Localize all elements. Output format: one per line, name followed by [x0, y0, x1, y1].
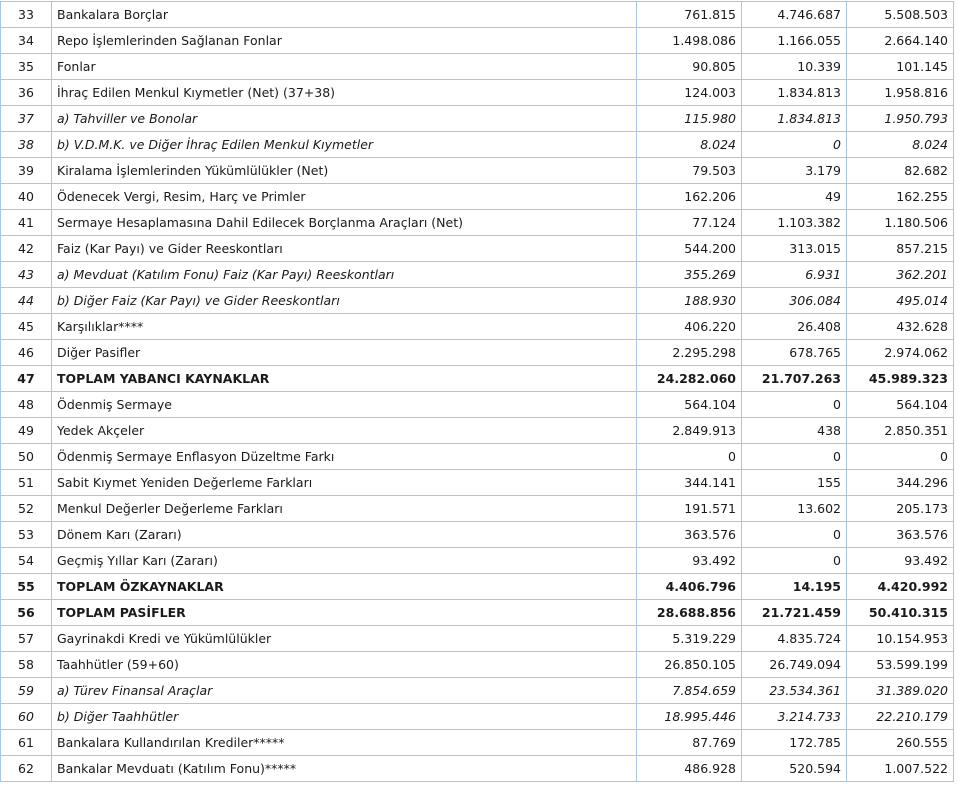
row-number-cell: 40	[1, 184, 52, 210]
row-number-cell: 48	[1, 392, 52, 418]
value-col1-cell: 344.141	[637, 470, 742, 496]
row-number-cell: 47	[1, 366, 52, 392]
value-col3-cell: 2.664.140	[847, 28, 954, 54]
row-label-cell: TOPLAM ÖZKAYNAKLAR	[52, 574, 637, 600]
table-row	[1, 106, 954, 132]
value-col2-cell: 0	[742, 132, 847, 158]
row-label-cell: Faiz (Kar Payı) ve Gider Reeskontları	[52, 236, 637, 262]
row-number-cell: 34	[1, 28, 52, 54]
table-row	[1, 236, 954, 262]
value-col3-cell: 344.296	[847, 470, 954, 496]
value-col1-cell: 26.850.105	[637, 652, 742, 678]
row-label-cell: Sabit Kıymet Yeniden Değerleme Farkları	[52, 470, 637, 496]
value-col3-cell: 362.201	[847, 262, 954, 288]
row-label-cell: Kiralama İşlemlerinden Yükümlülükler (Net)	[52, 158, 637, 184]
value-col1-cell: 77.124	[637, 210, 742, 236]
row-number-cell: 53	[1, 522, 52, 548]
value-col1-cell: 87.769	[637, 730, 742, 756]
table-row	[1, 574, 954, 600]
value-col2-cell: 0	[742, 522, 847, 548]
row-label-cell: Geçmiş Yıllar Karı (Zararı)	[52, 548, 637, 574]
row-number-cell: 50	[1, 444, 52, 470]
value-col2-cell: 4.835.724	[742, 626, 847, 652]
value-col2-cell: 313.015	[742, 236, 847, 262]
table-row	[1, 470, 954, 496]
value-col3-cell: 50.410.315	[847, 600, 954, 626]
value-col2-cell: 49	[742, 184, 847, 210]
table-row	[1, 600, 954, 626]
value-col1-cell: 4.406.796	[637, 574, 742, 600]
row-number-cell: 56	[1, 600, 52, 626]
value-col3-cell: 0	[847, 444, 954, 470]
value-col1-cell: 564.104	[637, 392, 742, 418]
value-col1-cell: 162.206	[637, 184, 742, 210]
value-col3-cell: 564.104	[847, 392, 954, 418]
value-col1-cell: 115.980	[637, 106, 742, 132]
value-col3-cell: 31.389.020	[847, 678, 954, 704]
table-row	[1, 288, 954, 314]
row-label-cell: Bankalara Kullandırılan Krediler*****	[52, 730, 637, 756]
value-col1-cell: 1.498.086	[637, 28, 742, 54]
value-col1-cell: 5.319.229	[637, 626, 742, 652]
value-col1-cell: 486.928	[637, 756, 742, 782]
value-col2-cell: 14.195	[742, 574, 847, 600]
table-row	[1, 2, 954, 28]
row-label-cell: Fonlar	[52, 54, 637, 80]
value-col3-cell: 53.599.199	[847, 652, 954, 678]
row-number-cell: 54	[1, 548, 52, 574]
row-label-cell: Repo İşlemlerinden Sağlanan Fonlar	[52, 28, 637, 54]
table-row	[1, 54, 954, 80]
row-label-cell: Karşılıklar****	[52, 314, 637, 340]
row-label-cell: Taahhütler (59+60)	[52, 652, 637, 678]
value-col2-cell: 1.103.382	[742, 210, 847, 236]
value-col3-cell: 1.180.506	[847, 210, 954, 236]
value-col3-cell: 162.255	[847, 184, 954, 210]
row-number-cell: 62	[1, 756, 52, 782]
value-col1-cell: 544.200	[637, 236, 742, 262]
value-col2-cell: 678.765	[742, 340, 847, 366]
value-col2-cell: 0	[742, 548, 847, 574]
value-col2-cell: 13.602	[742, 496, 847, 522]
row-number-cell: 51	[1, 470, 52, 496]
value-col2-cell: 520.594	[742, 756, 847, 782]
table-row	[1, 28, 954, 54]
row-label-cell: Ödenecek Vergi, Resim, Harç ve Primler	[52, 184, 637, 210]
table-row	[1, 626, 954, 652]
table-row	[1, 132, 954, 158]
value-col2-cell: 155	[742, 470, 847, 496]
value-col2-cell: 1.834.813	[742, 80, 847, 106]
row-label-cell: a) Tahviller ve Bonolar	[52, 106, 637, 132]
row-number-cell: 45	[1, 314, 52, 340]
value-col3-cell: 2.974.062	[847, 340, 954, 366]
row-number-cell: 33	[1, 2, 52, 28]
row-label-cell: a) Türev Finansal Araçlar	[52, 678, 637, 704]
value-col2-cell: 26.408	[742, 314, 847, 340]
row-number-cell: 36	[1, 80, 52, 106]
value-col1-cell: 7.854.659	[637, 678, 742, 704]
value-col3-cell: 4.420.992	[847, 574, 954, 600]
value-col3-cell: 260.555	[847, 730, 954, 756]
value-col3-cell: 205.173	[847, 496, 954, 522]
value-col2-cell: 172.785	[742, 730, 847, 756]
value-col3-cell: 22.210.179	[847, 704, 954, 730]
value-col3-cell: 857.215	[847, 236, 954, 262]
value-col1-cell: 2.849.913	[637, 418, 742, 444]
value-col2-cell: 3.214.733	[742, 704, 847, 730]
row-number-cell: 38	[1, 132, 52, 158]
value-col1-cell: 24.282.060	[637, 366, 742, 392]
value-col2-cell: 1.166.055	[742, 28, 847, 54]
row-label-cell: Yedek Akçeler	[52, 418, 637, 444]
balance-sheet-table	[0, 1, 954, 782]
value-col3-cell: 5.508.503	[847, 2, 954, 28]
value-col1-cell: 191.571	[637, 496, 742, 522]
value-col1-cell: 0	[637, 444, 742, 470]
row-label-cell: İhraç Edilen Menkul Kıymetler (Net) (37+38)	[52, 80, 637, 106]
value-col1-cell: 8.024	[637, 132, 742, 158]
value-col3-cell: 432.628	[847, 314, 954, 340]
value-col2-cell: 0	[742, 444, 847, 470]
value-col3-cell: 1.007.522	[847, 756, 954, 782]
value-col2-cell: 0	[742, 392, 847, 418]
row-number-cell: 60	[1, 704, 52, 730]
value-col3-cell: 82.682	[847, 158, 954, 184]
value-col2-cell: 438	[742, 418, 847, 444]
row-number-cell: 35	[1, 54, 52, 80]
row-label-cell: Ödenmiş Sermaye Enflasyon Düzeltme Farkı	[52, 444, 637, 470]
row-number-cell: 42	[1, 236, 52, 262]
row-label-cell: Diğer Pasifler	[52, 340, 637, 366]
value-col1-cell: 761.815	[637, 2, 742, 28]
value-col1-cell: 124.003	[637, 80, 742, 106]
value-col1-cell: 90.805	[637, 54, 742, 80]
value-col3-cell: 1.958.816	[847, 80, 954, 106]
table-row	[1, 496, 954, 522]
row-number-cell: 52	[1, 496, 52, 522]
value-col1-cell: 355.269	[637, 262, 742, 288]
table-row	[1, 704, 954, 730]
table-row	[1, 80, 954, 106]
row-number-cell: 59	[1, 678, 52, 704]
table-row	[1, 210, 954, 236]
value-col3-cell: 1.950.793	[847, 106, 954, 132]
table-row	[1, 756, 954, 782]
row-number-cell: 61	[1, 730, 52, 756]
value-col2-cell: 4.746.687	[742, 2, 847, 28]
row-label-cell: Gayrinakdi Kredi ve Yükümlülükler	[52, 626, 637, 652]
value-col3-cell: 93.492	[847, 548, 954, 574]
value-col2-cell: 21.721.459	[742, 600, 847, 626]
row-label-cell: TOPLAM PASİFLER	[52, 600, 637, 626]
table-row	[1, 522, 954, 548]
value-col1-cell: 406.220	[637, 314, 742, 340]
row-number-cell: 55	[1, 574, 52, 600]
value-col1-cell: 188.930	[637, 288, 742, 314]
table-row	[1, 548, 954, 574]
row-number-cell: 43	[1, 262, 52, 288]
value-col2-cell: 26.749.094	[742, 652, 847, 678]
table-row	[1, 340, 954, 366]
value-col1-cell: 93.492	[637, 548, 742, 574]
row-label-cell: b) Diğer Taahhütler	[52, 704, 637, 730]
value-col3-cell: 101.145	[847, 54, 954, 80]
row-number-cell: 37	[1, 106, 52, 132]
row-number-cell: 57	[1, 626, 52, 652]
row-label-cell: a) Mevduat (Katılım Fonu) Faiz (Kar Payı) Reeskontları	[52, 262, 637, 288]
value-col3-cell: 363.576	[847, 522, 954, 548]
table-row	[1, 314, 954, 340]
row-number-cell: 39	[1, 158, 52, 184]
value-col2-cell: 10.339	[742, 54, 847, 80]
table-row	[1, 678, 954, 704]
row-label-cell: Sermaye Hesaplamasına Dahil Edilecek Borçlanma Araçları (Net)	[52, 210, 637, 236]
row-label-cell: Ödenmiş Sermaye	[52, 392, 637, 418]
table-row	[1, 730, 954, 756]
table-row	[1, 652, 954, 678]
table-row	[1, 158, 954, 184]
value-col3-cell: 45.989.323	[847, 366, 954, 392]
row-label-cell: Bankalara Borçlar	[52, 2, 637, 28]
value-col3-cell: 495.014	[847, 288, 954, 314]
value-col2-cell: 23.534.361	[742, 678, 847, 704]
value-col1-cell: 28.688.856	[637, 600, 742, 626]
row-label-cell: TOPLAM YABANCI KAYNAKLAR	[52, 366, 637, 392]
row-number-cell: 44	[1, 288, 52, 314]
table-body	[1, 2, 954, 782]
row-number-cell: 46	[1, 340, 52, 366]
value-col2-cell: 1.834.813	[742, 106, 847, 132]
table-row	[1, 444, 954, 470]
row-label-cell: Dönem Karı (Zararı)	[52, 522, 637, 548]
value-col2-cell: 6.931	[742, 262, 847, 288]
row-label-cell: b) V.D.M.K. ve Diğer İhraç Edilen Menkul Kıymetler	[52, 132, 637, 158]
table-row	[1, 184, 954, 210]
value-col3-cell: 8.024	[847, 132, 954, 158]
row-label-cell: b) Diğer Faiz (Kar Payı) ve Gider Reeskontları	[52, 288, 637, 314]
value-col2-cell: 21.707.263	[742, 366, 847, 392]
row-label-cell: Bankalar Mevduatı (Katılım Fonu)*****	[52, 756, 637, 782]
row-number-cell: 41	[1, 210, 52, 236]
value-col1-cell: 363.576	[637, 522, 742, 548]
value-col2-cell: 3.179	[742, 158, 847, 184]
value-col3-cell: 2.850.351	[847, 418, 954, 444]
table-row	[1, 366, 954, 392]
value-col1-cell: 79.503	[637, 158, 742, 184]
value-col2-cell: 306.084	[742, 288, 847, 314]
row-number-cell: 49	[1, 418, 52, 444]
value-col3-cell: 10.154.953	[847, 626, 954, 652]
value-col1-cell: 2.295.298	[637, 340, 742, 366]
row-number-cell: 58	[1, 652, 52, 678]
table-row	[1, 392, 954, 418]
table-row	[1, 418, 954, 444]
row-label-cell: Menkul Değerler Değerleme Farkları	[52, 496, 637, 522]
value-col1-cell: 18.995.446	[637, 704, 742, 730]
table-row	[1, 262, 954, 288]
